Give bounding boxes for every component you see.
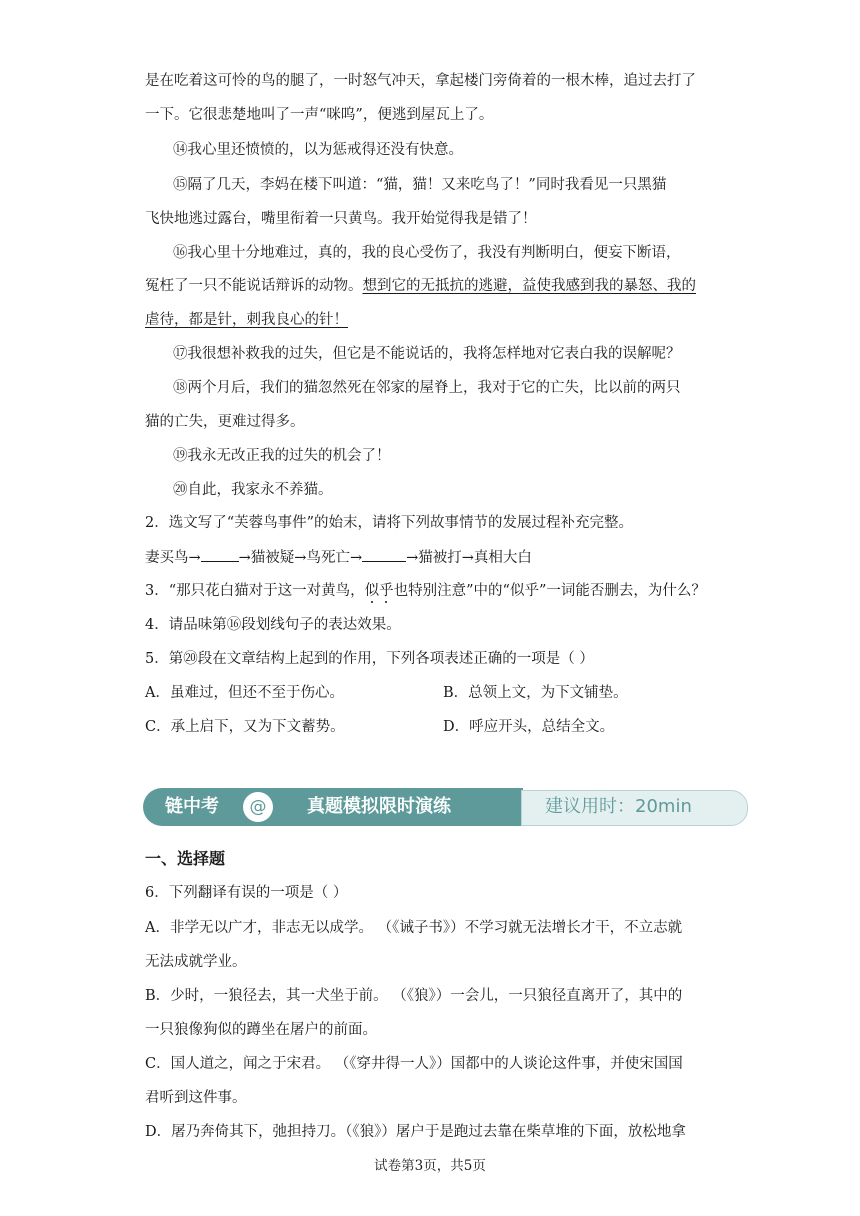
question-4: 4．请品味第⑯段划线句子的表达效果。 bbox=[145, 617, 401, 633]
paragraph-14: ⑭我心里还愤愤的，以为惩戒得还没有快意。 bbox=[173, 142, 463, 158]
paragraph-18: ⑱两个月后，我们的猫忽然死在邻家的屋脊上，我对于它的亡失，比以前的两只 bbox=[173, 380, 681, 396]
question-2-flow bbox=[145, 547, 532, 568]
option-c[interactable]: C．国人道之，闻之于宋君。 （《穿井得一人》）国都中的人谈论这件事，并使宋国国 bbox=[145, 1056, 683, 1072]
paragraph-15: ⑮隔了几天，李妈在楼下叫道：“猫，猫！又来吃鸟了！”同时我看见一只黑猫 bbox=[173, 177, 667, 193]
passage-line bbox=[145, 276, 696, 296]
question-text: 也特别注意”中的“似乎”一词能否删去，为什么？ bbox=[393, 583, 706, 599]
emphasis-char: 乎 bbox=[379, 583, 394, 599]
paragraph-20: ⑳自此，我家永不养猫。 bbox=[173, 482, 333, 498]
option-c[interactable]: C．承上启下，又为下文蓄势。 bbox=[145, 719, 345, 735]
paragraph-19: ⑲我永无改正我的过失的机会了！ bbox=[173, 448, 391, 464]
banner-title: 真题模拟限时演练 bbox=[307, 796, 451, 817]
passage-line: 一下。它很悲楚地叫了一声“咪呜”，便逃到屋瓦上了。 bbox=[145, 107, 494, 123]
paragraph-17: ⑰我很想补救我的过失，但它是不能说话的，我将怎样地对它表白我的误解呢？ bbox=[173, 346, 681, 362]
question-5: 5．第⑳段在文章结构上起到的作用，下列各项表述正确的一项是（ ） bbox=[145, 651, 594, 667]
banner-left-label: 链中考 bbox=[165, 796, 219, 817]
section-title: 一、选择题 bbox=[145, 849, 226, 868]
option-d[interactable]: D．屠乃奔倚其下，弛担持刀。（《狼》）屠户于是跑过去靠在柴草堆的下面，放松地拿 bbox=[145, 1124, 686, 1140]
page-footer: 试卷第3页，共5页 bbox=[374, 1158, 486, 1174]
option-c-cont: 君听到这件事。 bbox=[145, 1090, 247, 1106]
option-b[interactable]: B．总领上文，为下文铺垫。 bbox=[443, 685, 628, 701]
passage-line: 是在吃着这可怜的鸟的腿了，一时怒气冲天，拿起楼门旁倚着的一根木棒，追过去打了 bbox=[145, 73, 696, 89]
option-a[interactable]: A．虽难过，但还不至于伤心。 bbox=[145, 685, 344, 701]
passage-line bbox=[145, 310, 348, 330]
section-banner bbox=[143, 788, 746, 826]
flow-text: →猫被疑→鸟死亡→ bbox=[238, 550, 363, 566]
option-a[interactable]: A．非学无以广才，非志无以成学。 （《诫子书》）不学习就无法增长才干，不立志就 bbox=[145, 920, 683, 936]
answer-blank-1[interactable] bbox=[201, 547, 239, 562]
passage-line: 猫的亡失，更难过得多。 bbox=[145, 414, 305, 430]
emphasis-char: 似 bbox=[364, 583, 380, 599]
paragraph-16: ⑯我心里十分地难过，真的，我的良心受伤了，我没有判断明白，便妄下断语， bbox=[173, 245, 681, 261]
swirl-icon: @ bbox=[243, 792, 273, 822]
option-b-cont: 一只狼像狗似的蹲坐在屠户的前面。 bbox=[145, 1022, 377, 1038]
answer-blank-2[interactable] bbox=[362, 547, 406, 562]
option-b[interactable]: B．少时，一狼径去，其一犬坐于前。 （《狼》）一会儿，一只狼径直离开了，其中的 bbox=[145, 988, 683, 1004]
underlined-sentence: 想到它的无抵抗的逃避，益使我感到我的暴怒、我的 bbox=[362, 278, 696, 294]
flow-text: →猫被打→真相大白 bbox=[406, 550, 532, 566]
question-6: 6．下列翻译有误的一项是（ ） bbox=[145, 885, 348, 901]
question-3 bbox=[145, 581, 706, 601]
option-a-cont: 无法成就学业。 bbox=[145, 954, 247, 970]
option-d[interactable]: D．呼应开头，总结全文。 bbox=[443, 719, 615, 735]
flow-text: 妻买鸟→ bbox=[145, 550, 201, 566]
question-2: 2．选文写了“芙蓉鸟事件”的始末，请将下列故事情节的发展过程补充完整。 bbox=[145, 515, 634, 531]
plain-text: 冤枉了一只不能说话辩诉的动物。 bbox=[145, 278, 363, 294]
underlined-sentence: 虐待，都是针，刺我良心的针！ bbox=[145, 312, 348, 328]
question-text: 3．“那只花白猫对于这一对黄鸟， bbox=[145, 583, 365, 599]
passage-line: 飞快地逃过露台，嘴里衔着一只黄鸟。我开始觉得我是错了！ bbox=[145, 211, 537, 227]
banner-timer: 建议用时：20min bbox=[545, 796, 692, 817]
